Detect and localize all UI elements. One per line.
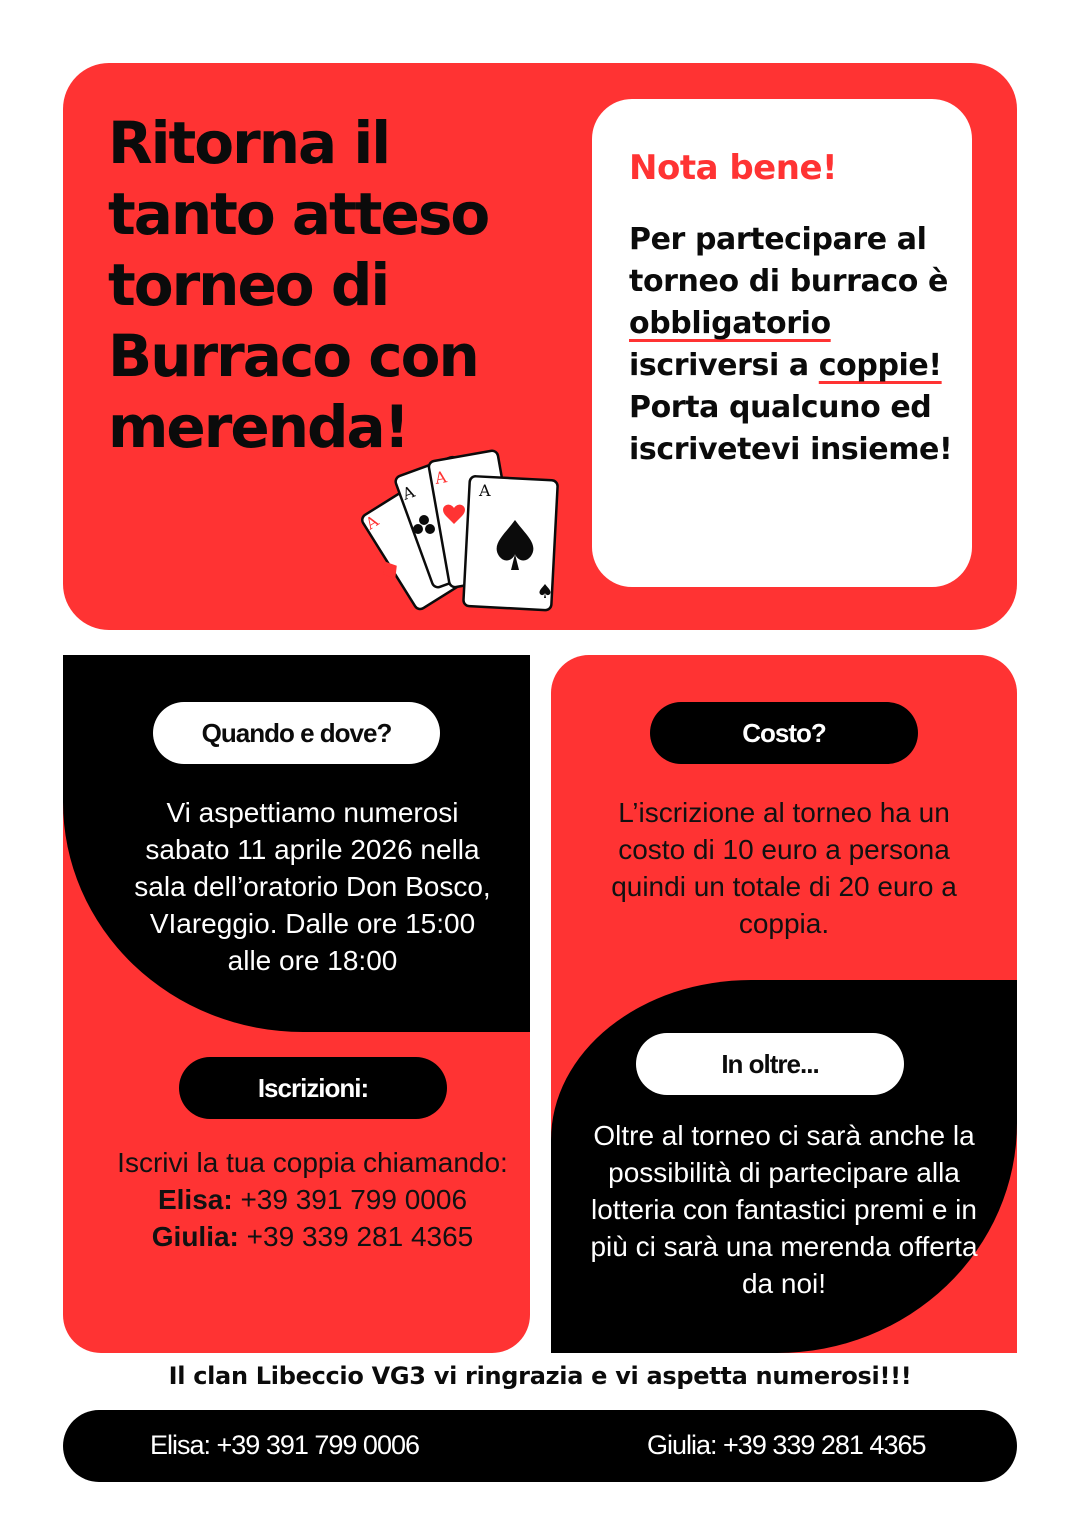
note-title: Nota bene! bbox=[629, 148, 838, 188]
note-line-1: Per partecipare al torneo di burraco è bbox=[629, 222, 948, 299]
note-word-coppie: coppie! bbox=[818, 348, 942, 383]
cost-label: Costo? bbox=[650, 702, 918, 764]
card-letter-2: A bbox=[399, 481, 418, 504]
footer-contact-elisa[interactable]: Elisa: +39 391 799 0006 bbox=[150, 1430, 419, 1460]
contact-phone-giulia[interactable]: +39 339 281 4365 bbox=[246, 1221, 474, 1252]
club-pip-1 bbox=[419, 515, 429, 525]
signup-text bbox=[110, 1144, 515, 1255]
note-text bbox=[629, 219, 959, 471]
signup-label: Iscrizioni: bbox=[179, 1057, 447, 1119]
card-letter-3: A bbox=[433, 467, 449, 488]
extra-label: In oltre... bbox=[636, 1033, 904, 1095]
thanks-text: Il clan Libeccio VG3 vi ringrazia e vi aspetta numerosi!!! bbox=[168, 1362, 912, 1390]
card-letter-4: A bbox=[479, 481, 491, 500]
when-text: Vi aspettiamo numerosi sabato 11 aprile 2026 nella sala dell’oratorio Don Bosco, VIareggio. Dalle ore 15:00 alle ore 18:00 bbox=[134, 797, 491, 976]
club-pip-3 bbox=[425, 524, 435, 534]
hero-title: Ritorna il tanto atteso torneo di Burraco con merenda! bbox=[108, 109, 489, 461]
contact-phone-elisa[interactable]: +39 391 799 0006 bbox=[240, 1184, 468, 1215]
note-line-4: Porta qualcuno ed iscrivetevi insieme! bbox=[629, 390, 953, 467]
signup-intro: Iscrivi la tua coppia chiamando: bbox=[117, 1147, 508, 1178]
club-pip-2 bbox=[413, 524, 423, 534]
note-line-3: iscriversi a bbox=[629, 348, 819, 383]
cost-text: L’iscrizione al torneo ha un costo di 10 euro a persona quindi un totale di 20 euro a coppia. bbox=[611, 797, 957, 939]
when-label: Quando e dove? bbox=[153, 702, 440, 764]
extra-text: Oltre al torneo ci sarà anche la possibilità di partecipare alla lotteria con fantastici premi e in più ci sarà una merenda offerta da noi! bbox=[590, 1120, 978, 1299]
playing-cards-icon bbox=[350, 440, 580, 620]
card-letter-1: A bbox=[362, 511, 382, 534]
footer-contact-giulia[interactable]: Giulia: +39 339 281 4365 bbox=[647, 1430, 926, 1460]
contact-name-elisa: Elisa: bbox=[157, 1184, 233, 1215]
contact-name-giulia: Giulia: bbox=[151, 1221, 239, 1252]
note-word-obbligatorio: obbligatorio bbox=[629, 306, 831, 341]
